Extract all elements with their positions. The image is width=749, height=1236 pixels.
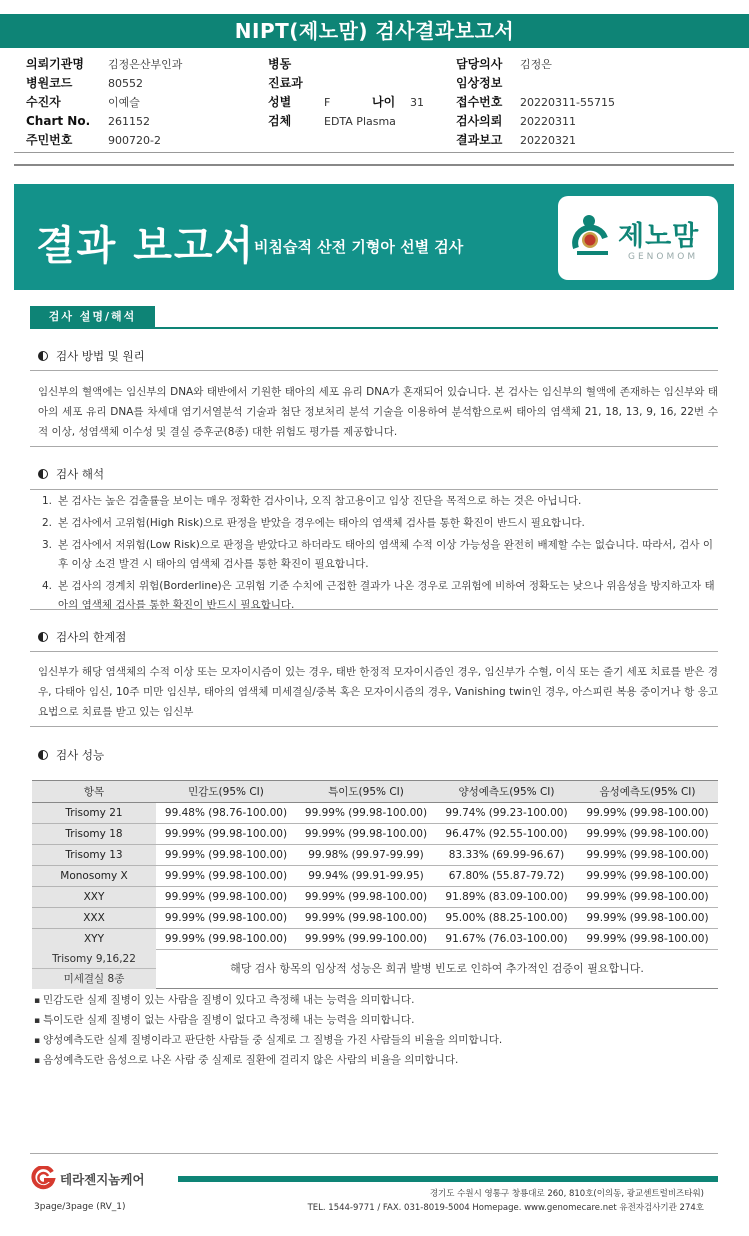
banner-title: 결과 보고서 <box>36 223 256 269</box>
field-label: 담당의사 <box>456 57 503 71</box>
table-cell: 99.99% (99.98-100.00) <box>156 887 296 908</box>
half-circle-icon <box>38 469 48 479</box>
table-cell: XYY <box>32 929 156 950</box>
field-value: 이예슬 <box>108 96 140 109</box>
interpretation-list <box>38 492 718 618</box>
patient-row <box>26 93 182 112</box>
heading-text: 검사 해석 <box>56 467 105 481</box>
address-line: 경기도 수원시 영통구 창룡대로 260, 810호(이의동, 광교센트럴비즈타워) <box>429 1189 704 1199</box>
definition-notes <box>34 991 502 1071</box>
table-cell: 99.99% (99.98-100.00) <box>577 929 718 950</box>
patient-row <box>456 112 615 131</box>
age-label: 나이 <box>372 95 396 109</box>
field-value: 900720-2 <box>108 134 161 147</box>
table-header-row <box>32 781 718 803</box>
field-value: 20220321 <box>520 134 576 147</box>
table-cell: 67.80% (55.87-79.72) <box>436 866 577 887</box>
table-cell: 99.99% (99.98-100.00) <box>577 824 718 845</box>
table-cell: 99.98% (99.97-99.99) <box>296 845 436 866</box>
column-header: 민감도(95% CI) <box>156 781 296 803</box>
field-label: 주민번호 <box>26 133 73 147</box>
half-circle-icon <box>38 351 48 361</box>
field-label: 병원코드 <box>26 76 73 90</box>
company-name: 테라젠지놈케어 <box>60 1172 145 1187</box>
extra-message: 해당 검사 항목의 임상적 성능은 희귀 발병 빈도로 인하여 추가적인 검증이 필요합니다. <box>230 962 644 975</box>
divider <box>30 726 718 727</box>
patient-row <box>456 131 615 150</box>
table-cell: XXX <box>32 908 156 929</box>
half-circle-icon <box>38 750 48 760</box>
item-number: 1. <box>42 495 53 507</box>
extra-label: 미세결실 8종 <box>63 973 125 985</box>
field-value: 80552 <box>108 77 143 90</box>
table-cell: 99.99% (99.98-100.00) <box>296 887 436 908</box>
item-text: 본 검사의 경계치 위험(Borderline)은 고위험 기준 수치에 근접한 결과가 나온 경우로 고위험에 비하여 정확도는 낮으나 위음성을 방지하고자 태아의 염색체 검사를 통한 확진이 반드시 필요합니다. <box>58 580 715 611</box>
divider <box>30 489 718 490</box>
note-item: ▪ 민감도란 실제 질병이 있는 사람을 질병이 있다고 측정해 내는 능력을 의미합니다. <box>34 991 502 1011</box>
patient-row <box>268 112 424 131</box>
limitations-text: 임신부가 해당 염색체의 수적 이상 또는 모자이시즘이 있는 경우, 태반 한정적 모자이시즘인 경우, 임신부가 수혈, 이식 또는 줄기 세포 치료를 받은 경우, 다태아 임신, 10주 미만 임신부, 태아의 염색체 미세결실/중복 혹은 모자이시즘의 경우, Vanishing twin인 경우, 아스피린 복용 중이거나 항 응고 요법으로 치료를 받고 있는 임신부 <box>38 666 718 718</box>
table-row <box>32 824 718 845</box>
patient-col-1 <box>26 55 182 150</box>
table-row <box>32 845 718 866</box>
field-label: Chart No. <box>26 114 91 128</box>
divider <box>30 370 718 371</box>
table-cell: 99.99% (99.99-100.00) <box>296 929 436 950</box>
brand-name-en: GENOMOM <box>628 252 699 262</box>
field-label: 결과보고 <box>456 133 503 147</box>
extra-labels <box>32 949 156 989</box>
item-number: 2. <box>42 517 53 529</box>
contact-line: TEL. 1544-9771 / FAX. 031-8019-5004 Homepage. www.genomecare.net 유전자검사기관 274호 <box>307 1203 704 1213</box>
performance-heading <box>38 747 104 763</box>
table-cell: Monosomy X <box>32 866 156 887</box>
table-cell: 99.99% (99.98-100.00) <box>156 908 296 929</box>
heading-text: 검사의 한계점 <box>56 630 127 644</box>
item-number: 4. <box>42 580 53 592</box>
method-heading <box>38 348 145 364</box>
divider <box>14 152 734 153</box>
column-header: 항목 <box>32 781 156 803</box>
field-label: 검사의뢰 <box>456 114 503 128</box>
age-value: 31 <box>410 96 424 109</box>
column-header: 양성예측도(95% CI) <box>436 781 577 803</box>
table-row <box>32 866 718 887</box>
table-row <box>32 929 718 950</box>
table-cell: 99.99% (99.98-100.00) <box>577 887 718 908</box>
field-label: 성별 <box>268 95 292 109</box>
patient-col-2 <box>268 55 424 131</box>
field-label: 수진자 <box>26 95 61 109</box>
section-underline <box>30 327 718 329</box>
patient-row <box>268 93 424 112</box>
table-cell: 95.00% (88.25-100.00) <box>436 908 577 929</box>
patient-row <box>26 74 182 93</box>
table-row <box>32 908 718 929</box>
patient-col-3 <box>456 55 615 150</box>
interpretation-heading <box>38 466 104 482</box>
table-cell: 99.99% (99.98-100.00) <box>296 803 436 824</box>
field-value: 20220311 <box>520 115 576 128</box>
item-number: 3. <box>42 539 53 551</box>
table-cell: 99.74% (99.23-100.00) <box>436 803 577 824</box>
field-value: EDTA Plasma <box>324 115 396 128</box>
field-label: 진료과 <box>268 76 303 90</box>
patient-row <box>268 74 424 93</box>
patient-row <box>456 93 615 112</box>
page-number: 3page/3page (RV_1) <box>34 1202 126 1212</box>
table-cell: 99.99% (99.98-100.00) <box>156 866 296 887</box>
extra-performance-row <box>32 949 718 989</box>
list-item <box>38 514 718 533</box>
field-value: F <box>324 96 331 109</box>
brand-name: 제노맘 <box>618 221 700 252</box>
list-item <box>38 536 718 574</box>
table-cell: 99.48% (98.76-100.00) <box>156 803 296 824</box>
field-value: 261152 <box>108 115 150 128</box>
heading-text: 검사 성능 <box>56 748 105 762</box>
table-cell: 91.67% (76.03-100.00) <box>436 929 577 950</box>
patient-row <box>456 55 615 74</box>
report-banner <box>14 184 734 290</box>
limitations-heading <box>38 629 126 645</box>
divider <box>30 1153 718 1154</box>
table-cell: 99.94% (99.91-99.95) <box>296 866 436 887</box>
table-cell: XXY <box>32 887 156 908</box>
table-row <box>32 887 718 908</box>
field-value: 20220311-55715 <box>520 96 615 109</box>
note-item: ▪ 음성예측도란 음성으로 나온 사람 중 실제로 질환에 걸리지 않은 사람의 비율을 의미합니다. <box>34 1051 502 1071</box>
field-label: 의뢰기관명 <box>26 57 84 71</box>
table-cell: 99.99% (99.98-100.00) <box>296 824 436 845</box>
table-cell: 91.89% (83.09-100.00) <box>436 887 577 908</box>
column-header: 음성예측도(95% CI) <box>577 781 718 803</box>
genomom-mark-icon <box>572 214 610 256</box>
divider <box>30 446 718 447</box>
patient-row <box>456 74 615 93</box>
item-text: 본 검사에서 고위험(High Risk)으로 판정을 받았을 경우에는 태아의 염색체 검사를 통한 확진이 반드시 필요합니다. <box>58 517 585 529</box>
table-cell: 99.99% (99.98-100.00) <box>577 866 718 887</box>
column-header: 특이도(95% CI) <box>296 781 436 803</box>
table-cell: Trisomy 21 <box>32 803 156 824</box>
patient-row <box>268 55 424 74</box>
item-text: 본 검사에서 저위험(Low Risk)으로 판정을 받았다고 하더라도 태아의 염색체 수적 이상 가능성을 완전히 배제할 수는 없습니다. 따라서, 검사 이후 이상 소견 발견 시 태아의 염색체 검사를 통한 확진이 필요합니다. <box>58 539 713 570</box>
table-cell: Trisomy 18 <box>32 824 156 845</box>
method-text: 임신부의 혈액에는 임신부의 DNA와 태반에서 기원한 태아의 세포 유리 DNA가 혼재되어 있습니다. 본 검사는 임신부의 혈액에 존재하는 임신부와 태아의 세포 유리 DNA를 차세대 염기서열분석 기술과 첨단 정보처리 분석 기술을 이용하여 분석함으로써 태아의 염색체 21, 18, 13, 9, 16, 22번 수적 이상, 성염색체 이수성 및 결실 증후군(8종) 대한 위험도 평가를 제공합니다. <box>38 386 718 438</box>
table-cell: Trisomy 13 <box>32 845 156 866</box>
divider <box>30 651 718 652</box>
field-label: 임상정보 <box>456 76 503 90</box>
field-label: 병동 <box>268 57 292 71</box>
table-row <box>32 803 718 824</box>
patient-row <box>26 112 182 131</box>
footer-bar <box>178 1176 718 1182</box>
table-cell: 99.99% (99.98-100.00) <box>577 803 718 824</box>
company-address <box>308 1187 704 1215</box>
table-cell: 99.99% (99.98-100.00) <box>577 908 718 929</box>
heading-text: 검사 방법 및 원리 <box>56 349 145 363</box>
patient-row <box>26 131 182 150</box>
patient-row <box>26 55 182 74</box>
performance-table <box>32 780 718 950</box>
divider <box>30 609 718 610</box>
half-circle-icon <box>38 632 48 642</box>
field-value: 김정은산부인과 <box>108 58 183 71</box>
field-label: 접수번호 <box>456 95 503 109</box>
report-title: NIPT(제노맘) 검사결과보고서 <box>0 14 749 48</box>
banner-subtitle: 비침습적 산전 기형아 선별 검사 <box>254 238 464 256</box>
note-item: ▪ 양성예측도란 실제 질병이라고 판단한 사람들 중 실제로 그 질병을 가진 사람들의 비율을 의미합니다. <box>34 1031 502 1051</box>
genomom-logo <box>558 196 718 280</box>
table-cell: 99.99% (99.98-100.00) <box>577 845 718 866</box>
divider <box>14 164 734 166</box>
note-item: ▪ 특이도란 실제 질병이 없는 사람을 질병이 없다고 측정해 내는 능력을 의미합니다. <box>34 1011 502 1031</box>
table-cell: 99.99% (99.98-100.00) <box>156 824 296 845</box>
table-cell: 96.47% (92.55-100.00) <box>436 824 577 845</box>
field-value: 김정은 <box>520 58 552 71</box>
field-label: 검체 <box>268 114 292 128</box>
table-cell: 99.99% (99.98-100.00) <box>156 929 296 950</box>
table-cell: 83.33% (69.99-96.67) <box>436 845 577 866</box>
terragen-logo-icon <box>30 1166 56 1190</box>
table-cell: 99.99% (99.98-100.00) <box>156 845 296 866</box>
extra-label: Trisomy 9,16,22 <box>32 949 156 969</box>
list-item <box>38 492 718 511</box>
item-text: 본 검사는 높은 검출률을 보이는 매우 정확한 검사이나, 오직 참고용이고 임상 진단을 목적으로 하는 것은 아닙니다. <box>58 495 582 507</box>
table-cell: 99.99% (99.98-100.00) <box>296 908 436 929</box>
section-tab: 검사 설명/해석 <box>30 306 155 328</box>
